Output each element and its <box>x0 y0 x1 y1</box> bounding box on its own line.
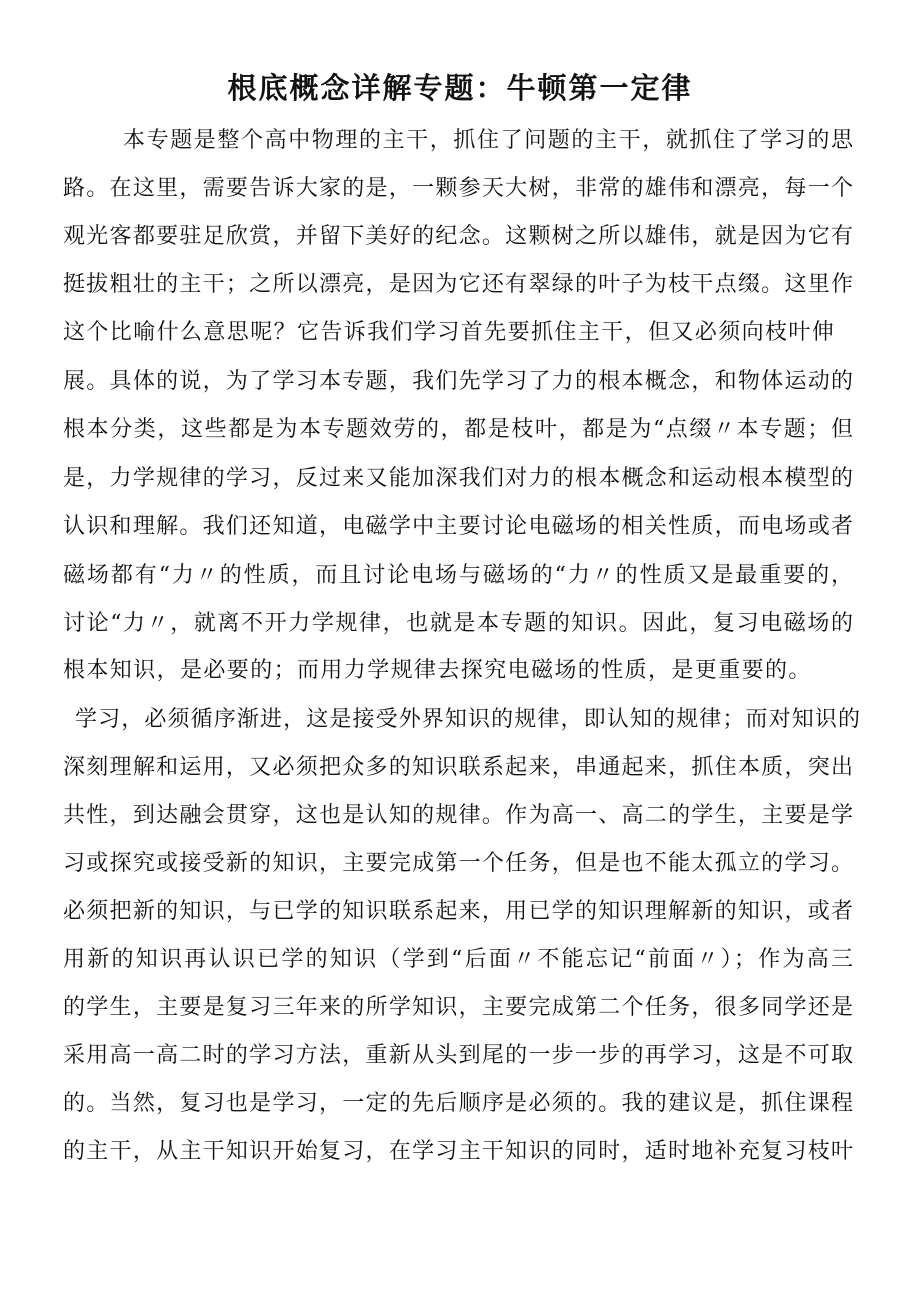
text-line: 用新的知识再认识已学的知识（学到“后面〃不能忘记“前面〃）；作为高三 <box>63 947 853 972</box>
text-line: 是，力学规律的学习，反过来又能加深我们对力的根本概念和运动根本模型的 <box>63 466 853 491</box>
text-line: 学习，必须循序渐进，这是接受外界知识的规律，即认知的规律；而对知识的 <box>75 707 860 732</box>
text-line: 路。在这里，需要告诉大家的是，一颗参天大树，非常的雄伟和漂亮，每一个 <box>63 176 853 201</box>
text-line: 采用高一高二时的学习方法，重新从头到尾的一步一步的再学习，这是不可取 <box>63 1043 853 1068</box>
text-line: 必须把新的知识，与已学的知识联系起来，用已学的知识理解新的知识，或者 <box>63 899 853 924</box>
text-line: 根本分类，这些都是为本专题效劳的，都是枝叶，都是为“点缀〃本专题；但 <box>63 417 853 442</box>
text-line: 挺拔粗壮的主干；之所以漂亮，是因为它还有翠绿的叶子为枝干点缀。这里作 <box>63 272 853 297</box>
text-line: 的学生，主要是复习三年来的所学知识，主要完成第二个任务，很多同学还是 <box>63 995 853 1020</box>
text-line: 这个比喻什么意思呢？它告诉我们学习首先要抓住主干，但又必须向枝叶伸 <box>63 320 836 345</box>
text-line: 认识和理解。我们还知道，电磁学中主要讨论电磁场的相关性质，而电场或者 <box>63 514 853 539</box>
text-line: 讨论“力〃，就离不开力学规律，也就是本专题的知识。因此，复习电磁场的 <box>63 611 853 636</box>
text-line: 的主干，从主干知识开始复习，在学习主干知识的同时，适时地补充复习枝叶 <box>63 1139 853 1164</box>
text-line: 展。具体的说，为了学习本专题，我们先学习了力的根本概念，和物体运动的 <box>63 369 853 394</box>
text-line: 观光客都要驻足欣赏，并留下美好的纪念。这颗树之所以雄伟，就是因为它有 <box>63 224 853 249</box>
text-line: 磁场都有“力〃的性质，而且讨论电场与磁场的“力〃的性质又是最重要的， <box>63 563 853 588</box>
text-line: 深刻理解和运用，又必须把众多的知识联系起来，串通起来，抓住本质，突出 <box>63 755 853 780</box>
text-line: 根本知识，是必要的；而用力学规律去探究电磁场的性质，是更重要的。 <box>63 658 812 683</box>
document-title: 根底概念详解专题：牛顿第一定律 <box>227 71 693 105</box>
text-line: 本专题是整个高中物理的主干，抓住了问题的主干，就抓住了学习的思 <box>123 128 853 153</box>
text-line: 共性，到达融会贯穿，这也是认知的规律。作为高一、高二的学生，主要是学 <box>63 803 853 828</box>
text-line: 的。当然，复习也是学习，一定的先后顺序是必须的。我的建议是，抓住课程 <box>63 1091 853 1116</box>
text-line: 习或探究或接受新的知识，主要完成第一个任务，但是也不能太孤立的学习。 <box>63 851 853 876</box>
